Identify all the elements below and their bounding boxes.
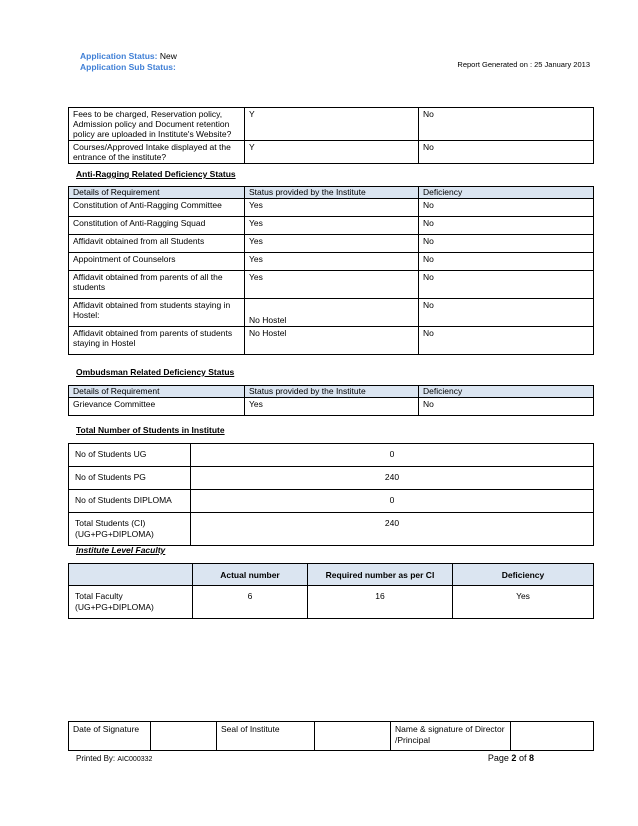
page-prefix: Page: [487, 753, 509, 763]
students-label-cell: Total Students (CI) (UG+PG+DIPLOMA): [69, 513, 191, 546]
requirement-cell: Affidavit obtained from parents of students staying in Hostel: [69, 327, 245, 355]
deficiency-cell: No: [419, 398, 594, 416]
director-signature-field: [511, 722, 594, 751]
column-header: Deficiency: [453, 564, 594, 586]
page-current: 2: [511, 753, 517, 763]
ombudsman-table: [68, 385, 594, 416]
column-header: Details of Requirement: [69, 187, 245, 199]
column-header: Required number as per CI: [308, 564, 453, 586]
faculty-required-cell: 16: [308, 586, 453, 619]
column-header: Details of Requirement: [69, 386, 245, 398]
printed-by: [76, 754, 152, 763]
requirement-cell: Constitution of Anti-Ragging Committee: [69, 199, 245, 217]
printed-by-code: AIC000332: [117, 756, 153, 763]
requirement-cell: Courses/Approved Intake displayed at the entrance of the institute?: [69, 141, 245, 164]
faculty-deficiency-cell: Yes: [453, 586, 594, 619]
application-sub-status-line: [80, 62, 177, 73]
page-number: [488, 753, 534, 763]
deficiency-cell: No: [419, 108, 594, 141]
anti-ragging-table: [68, 186, 594, 355]
status-cell: Y: [245, 108, 419, 141]
director-signature-label: Name & signature of Director /Principal: [391, 722, 511, 751]
students-label-cell: No of Students PG: [69, 467, 191, 490]
policy-table: [68, 107, 594, 164]
status-cell: No Hostel: [245, 327, 419, 355]
table-header-row: [69, 386, 594, 398]
table-row: [69, 327, 594, 355]
table-row: [69, 199, 594, 217]
status-cell: Yes: [245, 217, 419, 235]
students-label-cell: No of Students UG: [69, 444, 191, 467]
students-value-cell: 0: [191, 444, 594, 467]
students-label-cell: No of Students DIPLOMA: [69, 490, 191, 513]
column-header: Status provided by the Institute: [245, 386, 419, 398]
status-cell: Yes: [245, 271, 419, 299]
table-row: [69, 586, 594, 619]
faculty-title: Institute Level Faculty: [76, 545, 166, 555]
anti-ragging-title: Anti-Ragging Related Deficiency Status: [76, 169, 236, 179]
signature-table: [68, 721, 594, 751]
deficiency-cell: No: [419, 271, 594, 299]
deficiency-cell: No: [419, 141, 594, 164]
status-cell: Yes: [245, 235, 419, 253]
requirement-cell: Affidavit obtained from students staying in Hostel:: [69, 299, 245, 327]
deficiency-cell: No: [419, 217, 594, 235]
requirement-cell: Fees to be charged, Reservation policy, Admission policy and Document retention policy are uploaded in Institute's Website?: [69, 108, 245, 141]
report-generated-date: Report Generated on : 25 January 2013: [457, 60, 590, 69]
ombudsman-title: Ombudsman Related Deficiency Status: [76, 367, 235, 377]
status-cell: No Hostel: [245, 299, 419, 327]
requirement-cell: Grievance Committee: [69, 398, 245, 416]
requirement-cell: Constitution of Anti-Ragging Squad: [69, 217, 245, 235]
faculty-label-cell: Total Faculty (UG+PG+DIPLOMA): [69, 586, 193, 619]
status-cell: Y: [245, 141, 419, 164]
column-header: Status provided by the Institute: [245, 187, 419, 199]
table-row: [69, 141, 594, 164]
students-table: [68, 443, 594, 546]
table-row: [69, 444, 594, 467]
deficiency-cell: No: [419, 235, 594, 253]
table-row: [69, 271, 594, 299]
deficiency-cell: No: [419, 253, 594, 271]
page-of: of: [518, 753, 527, 763]
deficiency-cell: No: [419, 327, 594, 355]
application-status-block: [80, 51, 177, 73]
status-cell: Yes: [245, 398, 419, 416]
table-header-row: [69, 564, 594, 586]
requirement-cell: Affidavit obtained from all Students: [69, 235, 245, 253]
printed-by-label: Printed By:: [76, 754, 116, 763]
faculty-table: [68, 563, 594, 619]
seal-of-institute-field: [315, 722, 391, 751]
column-header: Actual number: [193, 564, 308, 586]
application-status-label: Application Status:: [80, 51, 158, 61]
table-row: [69, 253, 594, 271]
application-status-value: New: [159, 51, 177, 61]
seal-of-institute-label: Seal of Institute: [217, 722, 315, 751]
status-cell: Yes: [245, 253, 419, 271]
table-row: [69, 299, 594, 327]
application-sub-status-label: Application Sub Status:: [80, 62, 176, 72]
deficiency-cell: No: [419, 299, 594, 327]
table-header-row: [69, 187, 594, 199]
table-row: [69, 235, 594, 253]
column-header: Deficiency: [419, 187, 594, 199]
date-of-signature-field: [151, 722, 217, 751]
table-row: [69, 398, 594, 416]
application-status-line: [80, 51, 177, 62]
table-row: [69, 108, 594, 141]
faculty-actual-cell: 6: [193, 586, 308, 619]
students-value-cell: 240: [191, 513, 594, 546]
students-value-cell: 240: [191, 467, 594, 490]
column-header: [69, 564, 193, 586]
table-row: [69, 490, 594, 513]
table-row: [69, 467, 594, 490]
column-header: Deficiency: [419, 386, 594, 398]
date-of-signature-label: Date of Signature: [69, 722, 151, 751]
status-cell: Yes: [245, 199, 419, 217]
students-title: Total Number of Students in Institute: [76, 425, 225, 435]
table-row: [69, 722, 594, 751]
table-row: [69, 513, 594, 546]
requirement-cell: Affidavit obtained from parents of all the students: [69, 271, 245, 299]
page-total: 8: [528, 753, 534, 763]
students-value-cell: 0: [191, 490, 594, 513]
requirement-cell: Appointment of Counselors: [69, 253, 245, 271]
table-row: [69, 217, 594, 235]
deficiency-cell: No: [419, 199, 594, 217]
